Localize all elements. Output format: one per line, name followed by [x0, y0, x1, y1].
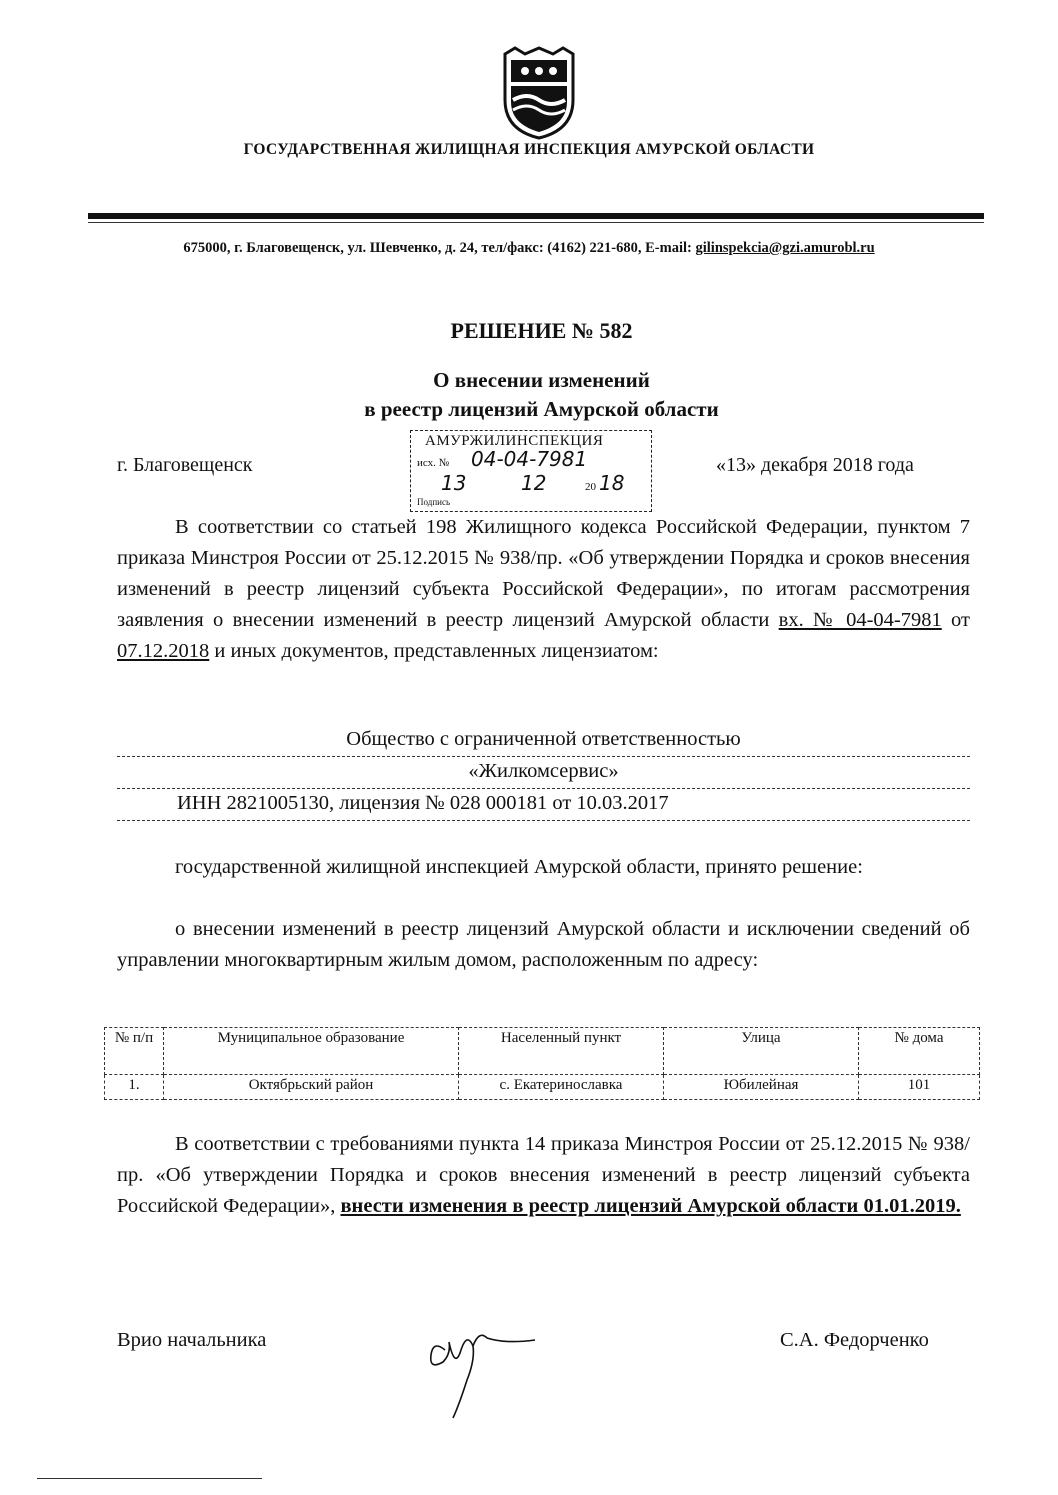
header-number: № п/п — [105, 1028, 164, 1075]
effective-emphasis: внести изменения в реестр лицензий Амурской области 01.01.2019. — [340, 1195, 961, 1217]
cell-house: 101 — [859, 1075, 980, 1100]
stamp-month: 12 — [521, 471, 547, 495]
organization-name: ГОСУДАРСТВЕННАЯ ЖИЛИЩНАЯ ИНСПЕКЦИЯ АМУРСКОЙ ОБЛАСТИ — [243, 141, 815, 158]
basis-tail: и иных документов, представленных лицензиатом: — [209, 640, 659, 662]
table-header-row — [105, 1028, 980, 1075]
licensee-rule — [117, 820, 970, 821]
signatory-role: Врио начальника — [117, 1329, 267, 1351]
stamp-sign-label: Подпись — [417, 497, 451, 507]
header-municipality: Муниципальное образование — [164, 1028, 459, 1075]
stamp-year: 18 — [599, 471, 625, 495]
paragraph-decision: государственной жилищной инспекцией Амурской области, принято решение: — [175, 856, 863, 878]
decision-title: РЕШЕНИЕ № 582 — [450, 318, 633, 343]
stamp-out-label: исх. № — [417, 457, 450, 469]
handwritten-signature — [415, 1310, 555, 1425]
address-text: 675000, г. Благовещенск, ул. Шевченко, д. 24, тел/факс: (4162) 221-680, E-mail: — [183, 240, 696, 256]
decision-city: г. Благовещенск — [117, 454, 253, 476]
registration-stamp — [410, 430, 652, 512]
incoming-reference: вх. № 04-04-7981 — [778, 609, 942, 631]
paragraph-changes: о внесении изменений в реестр лицензий Амурской области и исключении сведений об управлении многоквартирным жилым домом, расположенным по адресу: — [117, 918, 970, 971]
header-street: Улица — [664, 1028, 859, 1075]
header-settlement: Населенный пункт — [459, 1028, 664, 1075]
effective-text: В соответствии с требованиями пункта 14 приказа Минстроя России от 25.12.2015 № 938/пр. «Об утверждении Порядка и сроков внесения изменений в реестр лицензий субъекта Российской Федерации», — [117, 1133, 970, 1217]
licensee-name: «Жилкомсервис» — [468, 760, 619, 782]
paragraph-effective-date — [117, 1129, 970, 1222]
licensee-details: ИНН 2821005130, лицензия № 028 000181 от 10.03.2017 — [177, 792, 669, 814]
basis-text: В соответствии со статьей 198 Жилищного кодекса Российской Федерации, пунктом 7 приказа Минстроя России от 25.12.2015 № 938/пр. «Об утверждении Порядка и сроков внесения изменений в реестр лицензий субъекта Российской Федерации», по итогам рассмотрения заявления о внесении изменений в реестр лицензий Амурской области — [117, 516, 970, 631]
stamp-number: 04-04-7981 — [471, 447, 588, 471]
footer-rule — [37, 1478, 262, 1479]
subject-line-1: О внесении изменений — [433, 368, 650, 392]
licensee-rule — [117, 788, 970, 789]
incoming-date: 07.12.2018 — [117, 640, 210, 662]
cell-settlement: с. Екатеринославка — [459, 1075, 664, 1100]
paragraph-basis — [117, 512, 970, 667]
licensee-form: Общество с ограниченной ответственностью — [346, 728, 741, 750]
address-table — [104, 1027, 980, 1100]
header-divider — [88, 213, 984, 219]
coat-of-arms-icon — [497, 46, 581, 140]
stamp-day: 13 — [441, 471, 467, 495]
stamp-year-prefix: 20 — [585, 481, 596, 493]
cell-number: 1. — [105, 1075, 164, 1100]
header-divider-thin — [88, 222, 984, 223]
header-house: № дома — [859, 1028, 980, 1075]
signatory-name: С.А. Федорченко — [780, 1329, 929, 1351]
cell-street: Юбилейная — [664, 1075, 859, 1100]
basis-from: от — [941, 609, 970, 631]
decision-subject — [0, 366, 1058, 424]
decision-date: «13» декабря 2018 года — [716, 454, 914, 476]
email-link[interactable]: gilinspekcia@gzi.amurobl.ru — [695, 240, 875, 256]
subject-line-2: в реестр лицензий Амурской области — [364, 397, 719, 421]
table-row — [105, 1075, 980, 1100]
stamp-title: АМУРЖИЛИНСПЕКЦИЯ — [425, 433, 604, 449]
cell-municipality: Октябрьский район — [164, 1075, 459, 1100]
organization-address — [0, 240, 1058, 257]
licensee-rule — [117, 756, 970, 757]
